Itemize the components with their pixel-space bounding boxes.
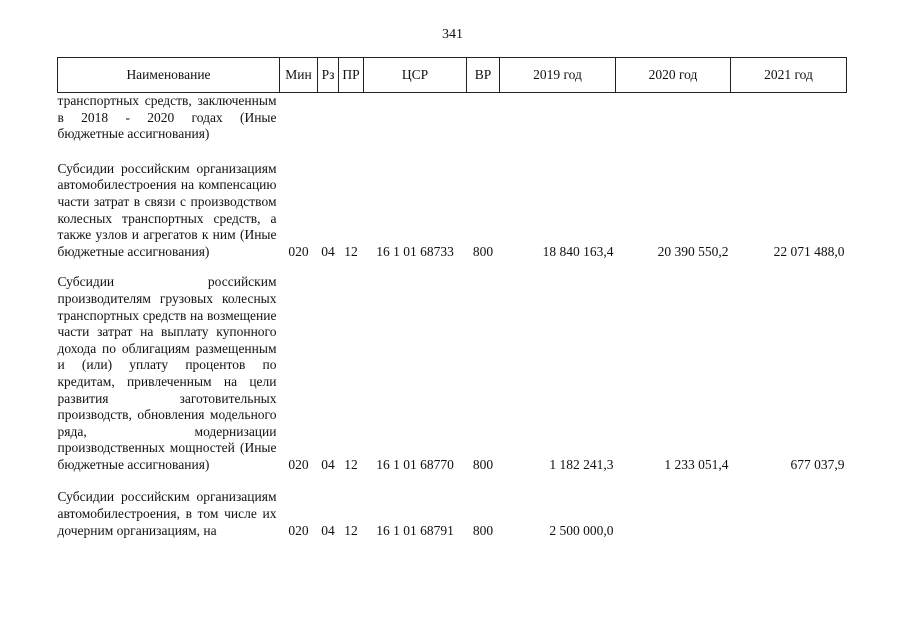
row-csr: 16 1 01 68770 xyxy=(376,456,454,472)
row-min: 020 xyxy=(288,243,309,259)
row-rz: 04 xyxy=(321,243,335,259)
row-csr xyxy=(364,93,467,143)
row-vr: 800 xyxy=(472,522,494,538)
row-pr xyxy=(339,93,364,143)
page-number: 341 xyxy=(442,27,463,42)
row-name: Субсидии российским организациям автомобилестроения, в том числе их дочерним организациям, на xyxy=(57,489,277,538)
header-min: Мин xyxy=(280,58,318,93)
header-2020: 2020 год xyxy=(616,58,731,93)
table-row xyxy=(58,274,847,473)
row-min: 020 xyxy=(288,456,309,472)
table-row xyxy=(58,489,847,539)
row-2019 xyxy=(500,93,616,143)
row-rz: 04 xyxy=(321,456,335,472)
row-vr: 800 xyxy=(472,243,494,259)
header-row xyxy=(58,58,847,93)
row-name: Субсидии российским организациям автомобилестроения на компенсацию части затрат в связи с производством колесных транспортных средств, а также узлов и агрегатов к ним (Иные бюджетные ассигнования) xyxy=(57,160,277,259)
row-rz xyxy=(318,93,339,143)
row-2019: 1 182 241,3 xyxy=(549,456,614,472)
header-2021: 2021 год xyxy=(731,58,847,93)
row-pr: 12 xyxy=(344,243,358,259)
table-row xyxy=(58,161,847,261)
header-pr: ПР xyxy=(339,58,364,93)
row-rz: 04 xyxy=(321,522,335,538)
header-name: Наименование xyxy=(58,58,280,93)
header-2019: 2019 год xyxy=(500,58,616,93)
row-2019: 2 500 000,0 xyxy=(549,522,614,538)
row-2021 xyxy=(731,93,847,143)
row-2019: 18 840 163,4 xyxy=(542,243,614,259)
row-pr: 12 xyxy=(344,522,358,538)
row-vr: 800 xyxy=(472,456,494,472)
header-vr: ВР xyxy=(467,58,500,93)
row-csr: 16 1 01 68791 xyxy=(376,522,454,538)
table-row xyxy=(58,93,847,143)
header-csr: ЦСР xyxy=(364,58,467,93)
header-rz: Рз xyxy=(318,58,339,93)
row-min: 020 xyxy=(288,522,309,538)
row-name: Субсидии российским производителям грузовых колесных транспортных средств на возмещение части затрат на выплату купонного дохода по облигациям размещенным и (или) уплату процентов по кредитам, привлеченным на цели развития заготовительных производств, обновления модельного ряда, модернизации производственных мощностей (Иные бюджетные ассигнования) xyxy=(57,274,277,472)
budget-table xyxy=(57,57,847,539)
row-2021 xyxy=(731,489,847,539)
row-name: транспортных средств, заключенным в 2018 - 2020 годах (Иные бюджетные ассигнования) xyxy=(57,93,277,142)
row-2021: 677 037,9 xyxy=(790,456,845,472)
row-csr: 16 1 01 68733 xyxy=(376,243,454,259)
row-2020 xyxy=(616,93,731,143)
row-2020: 20 390 550,2 xyxy=(657,243,729,259)
row-min xyxy=(280,93,318,143)
row-vr xyxy=(467,93,500,143)
row-pr: 12 xyxy=(344,456,358,472)
row-2021: 22 071 488,0 xyxy=(773,243,845,259)
row-2020 xyxy=(616,489,731,539)
row-2020: 1 233 051,4 xyxy=(664,456,729,472)
